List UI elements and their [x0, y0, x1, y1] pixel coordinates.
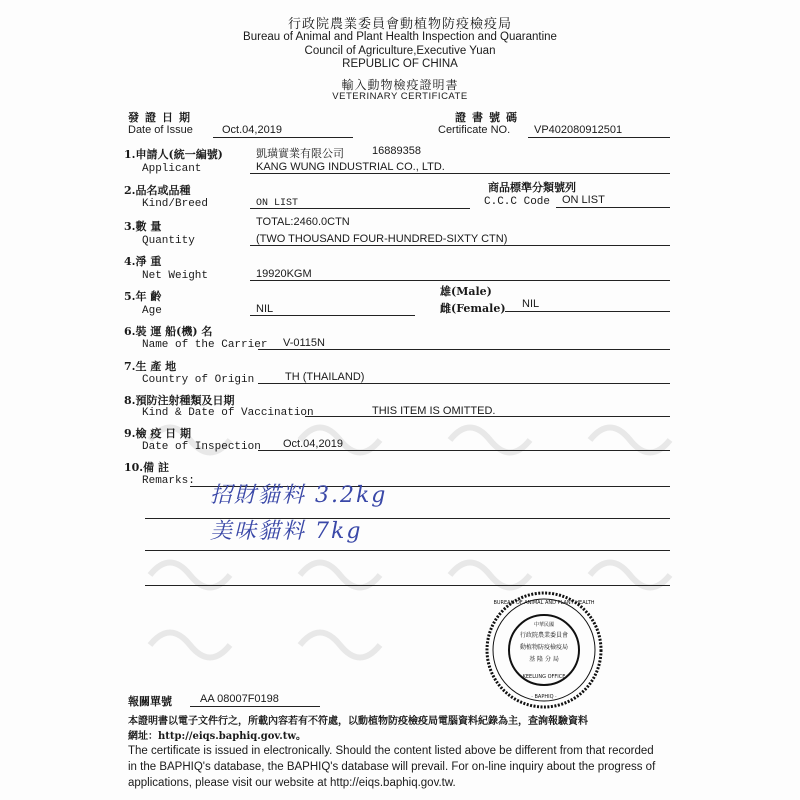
- origin-label-en: Country of Origin: [142, 374, 255, 386]
- svg-text:動植物防疫檢疫局: 動植物防疫檢疫局: [519, 644, 569, 651]
- svg-text:中華民國: 中華民國: [533, 622, 555, 628]
- date-of-issue-value: Oct.04,2019: [222, 124, 282, 136]
- vaccination-label-en: Kind & Date of Vaccination: [142, 407, 314, 419]
- inspection-value: Oct.04,2019: [283, 438, 343, 450]
- footer-notice-en-1: The certificate is issued in electronically. Should the content listed above be different from that recorded: [128, 745, 654, 757]
- kind-label-zh: 2.品名或品種: [124, 184, 191, 197]
- male-label: 雄(Male): [440, 285, 492, 298]
- quantity-words: (TWO THOUSAND FOUR-HUNDRED-SIXTY CTN): [256, 233, 508, 245]
- date-of-issue-label-en: Date of Issue: [128, 124, 193, 136]
- net-weight-label-zh: 4.淨 重: [124, 255, 162, 268]
- origin-value: TH (THAILAND): [285, 371, 365, 383]
- applicant-tax-id: 16889358: [372, 145, 421, 157]
- official-seal-stamp: [484, 590, 604, 710]
- serial-no-value: AA 08007F0198: [200, 693, 279, 705]
- certificate-no-value: VP402080912501: [534, 124, 623, 136]
- serial-no-label: 報關單號: [128, 695, 172, 708]
- net-weight-value: 19920KGM: [256, 268, 312, 280]
- applicant-label-zh: 1.申請人(統一編號): [124, 148, 223, 161]
- carrier-label-zh: 6.裝 運 船(機) 名: [124, 325, 213, 338]
- age-label-en: Age: [142, 305, 162, 317]
- svg-text:KEELUNG OFFICE: KEELUNG OFFICE: [522, 674, 566, 680]
- cert-title-en: VETERINARY CERTIFICATE: [332, 91, 468, 102]
- ccc-value: ON LIST: [562, 194, 605, 206]
- inspection-label-zh: 9.檢 疫 日 期: [124, 427, 191, 440]
- bureau-name-en: Bureau of Animal and Plant Health Inspection and Quarantine: [243, 31, 557, 43]
- vaccination-value: THIS ITEM IS OMITTED.: [372, 405, 496, 417]
- certificate-no-label-zh: 證書號碼: [455, 111, 523, 124]
- bureau-name-zh: 行政院農業委員會動植物防疫檢疫局: [287, 17, 512, 32]
- cert-title-zh: 輸入動物檢疫證明書: [341, 78, 459, 92]
- remarks-label-en: Remarks:: [142, 475, 195, 487]
- net-weight-label-en: Net Weight: [142, 270, 209, 282]
- quantity-total: TOTAL:2460.0CTN: [256, 216, 350, 228]
- applicant-name-en: KANG WUNG INDUSTRIAL CO., LTD.: [256, 161, 445, 173]
- svg-text:行政院農業委員會: 行政院農業委員會: [519, 632, 569, 639]
- footer-notice-en-3: applications, please visit our website at http://eiqs.baphiq.gov.tw.: [128, 777, 456, 789]
- remark-line-2: 美味貓料 7kg: [210, 519, 363, 544]
- svg-text:BUREAU OF ANIMAL AND PLANT HEA: BUREAU OF ANIMAL AND PLANT HEALTH: [493, 600, 595, 606]
- applicant-name-zh: 凱璜實業有限公司: [256, 148, 344, 160]
- age-label-zh: 5.年 齡: [124, 290, 162, 303]
- council-name: Council of Agriculture,Executive Yuan: [304, 45, 496, 57]
- vaccination-label-zh: 8.預防注射種類及日期: [124, 394, 235, 407]
- sex-value: NIL: [522, 298, 540, 310]
- quantity-label-en: Quantity: [142, 235, 195, 247]
- date-of-issue-label-zh: 發證日期: [128, 111, 196, 124]
- age-value: NIL: [256, 303, 274, 315]
- remark-line-1: 招財貓料 3.2kg: [210, 483, 388, 508]
- footer-notice-en-2: in the BAPHIQ's database, the BAPHIQ's database will prevail. For on-line inquiry about the progress of: [128, 761, 656, 773]
- certificate-no-label-en: Certificate NO.: [438, 124, 511, 136]
- footer-notice-zh: 本證明書以電子文件行之，所載內容若有不符處，以動植物防疫檢疫局電腦資料紀錄為主，查詢報驗資料: [128, 716, 588, 727]
- inspection-label-en: Date of Inspection: [142, 441, 261, 453]
- carrier-label-en: Name of the Carrier: [142, 339, 268, 351]
- footer-url-zh: 網址：http://eiqs.baphiq.gov.tw。: [128, 731, 306, 742]
- svg-text:基 隆 分 局: 基 隆 分 局: [529, 656, 559, 663]
- quantity-label-zh: 3.數 量: [124, 220, 162, 233]
- ccc-label-en: C.C.C Code: [484, 196, 551, 208]
- origin-label-zh: 7.生 產 地: [124, 360, 177, 373]
- applicant-label-en: Applicant: [142, 163, 202, 175]
- kind-value: ON LIST: [256, 198, 299, 209]
- country-name: REPUBLIC OF CHINA: [342, 58, 458, 70]
- svg-text:· BAPHIQ ·: · BAPHIQ ·: [531, 694, 557, 700]
- carrier-value: V-0115N: [283, 337, 325, 349]
- kind-label-en: Kind/Breed: [142, 198, 209, 210]
- ccc-label-zh: 商品標準分類號列: [488, 181, 576, 194]
- female-label: 雌(Female): [440, 302, 506, 315]
- remarks-label-zh: 10.備 註: [124, 461, 169, 474]
